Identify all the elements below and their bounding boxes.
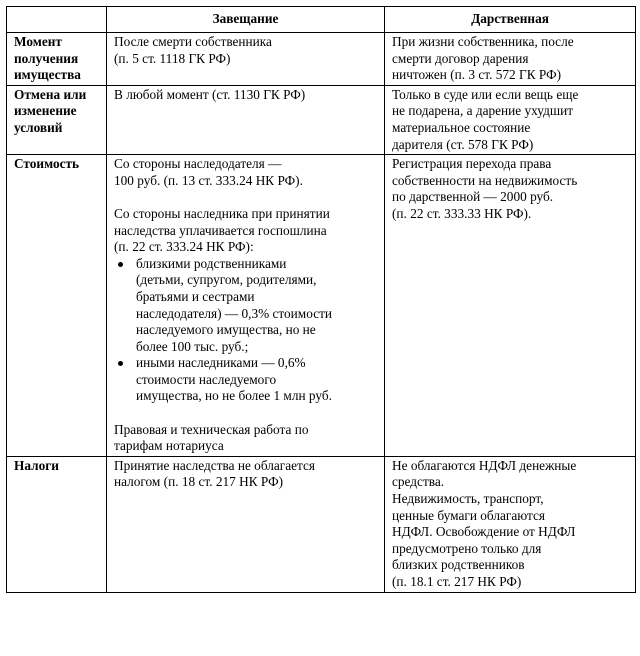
header-empty-cell xyxy=(7,7,107,33)
will-cell xyxy=(107,456,385,592)
bullet-item xyxy=(114,256,378,356)
text-line: близкими родственниками xyxy=(136,255,287,271)
bullet-icon xyxy=(118,262,123,267)
text-line: дарителя (ст. 578 ГК РФ) xyxy=(392,136,534,152)
text-line: иными наследниками — 0,6% xyxy=(136,355,306,371)
header-will: Завещание xyxy=(107,7,385,33)
text-line: ничтожен (п. 3 ст. 572 ГК РФ) xyxy=(392,67,562,83)
text-line: братьями и сестрами xyxy=(136,288,255,304)
row-label xyxy=(7,85,107,154)
text-line: (п. 18.1 ст. 217 НК РФ) xyxy=(392,574,522,589)
text-line: более 100 тыс. руб.; xyxy=(136,338,249,354)
bullet-item xyxy=(114,355,378,405)
row-label xyxy=(7,33,107,86)
text-line: 100 руб. (п. 13 ст. 333.24 НК РФ). xyxy=(114,172,303,188)
text-line: (п. 5 ст. 1118 ГК РФ) xyxy=(114,50,231,66)
paragraph-gap xyxy=(114,405,378,422)
text-line: налогом (п. 18 ст. 217 НК РФ) xyxy=(114,474,284,490)
text-line: имущества, но не более 1 млн руб. xyxy=(136,388,332,404)
text-line: по дарственной — 2000 руб. xyxy=(392,189,554,205)
gift-cell xyxy=(385,33,636,86)
will-cell xyxy=(107,85,385,154)
text-line: Только в суде или если вещь еще xyxy=(392,86,579,102)
text-line: наследуемого имущества, но не xyxy=(136,322,316,338)
text-line: Недвижимость, транспорт, xyxy=(392,491,544,507)
gift-cell xyxy=(385,456,636,592)
text-line: НДФЛ. Освобождение от НДФЛ xyxy=(392,524,576,540)
text-line: предусмотрено только для xyxy=(392,540,542,556)
will-cell xyxy=(107,155,385,457)
bullet-icon xyxy=(118,361,123,366)
gift-cell xyxy=(385,85,636,154)
text-line: ценные бумаги облагаются xyxy=(392,507,545,523)
header-row xyxy=(7,7,636,33)
header-gift: Дарственная xyxy=(385,7,636,33)
text-line: Со стороны наследника при принятии xyxy=(114,205,330,221)
label-line: Отмена или xyxy=(14,86,87,102)
text-line: наследства уплачивается госпошлина xyxy=(114,222,327,238)
text-line: Принятие наследства не облагается xyxy=(114,457,316,473)
text-line: Со стороны наследодателя — xyxy=(114,156,282,172)
comparison-table xyxy=(6,6,636,593)
table-row xyxy=(7,456,636,592)
text-line: (детьми, супругом, родителями, xyxy=(136,272,317,288)
text-line: стоимости наследуемого xyxy=(136,371,277,387)
text-line: не подарена, а дарение ухудшит xyxy=(392,103,574,119)
text-line: смерти договор дарения xyxy=(392,50,529,66)
paragraph-gap xyxy=(114,189,378,206)
label-line: Налоги xyxy=(14,457,59,473)
text-line: Не облагаются НДФЛ денежные xyxy=(392,457,577,473)
text-line: материальное состояние xyxy=(392,119,531,135)
table-row xyxy=(7,33,636,86)
label-line: Стоимость xyxy=(14,156,80,172)
table-row xyxy=(7,155,636,457)
text-line: (п. 22 ст. 333.24 НК РФ): xyxy=(114,239,254,255)
text-line: Регистрация перехода права xyxy=(392,156,552,172)
text-line: Правовая и техническая работа по xyxy=(114,421,309,437)
text-line: В любой момент (ст. 1130 ГК РФ) xyxy=(114,86,306,102)
label-line: изменение xyxy=(14,103,77,119)
text-line: близких родственников xyxy=(392,557,525,573)
text-line: средства. xyxy=(392,474,445,490)
row-label xyxy=(7,456,107,592)
label-line: получения xyxy=(14,50,79,66)
text-line: наследодателя) — 0,3% стоимости xyxy=(136,305,333,321)
label-line: Момент xyxy=(14,34,62,49)
label-line: имущества xyxy=(14,67,81,83)
text-line: собственности на недвижимость xyxy=(392,172,578,188)
bullet-list xyxy=(114,256,378,405)
table-row xyxy=(7,85,636,154)
text-line: тарифам нотариуса xyxy=(114,438,224,454)
text-line: После смерти собственника xyxy=(114,34,272,49)
row-label xyxy=(7,155,107,457)
gift-cell xyxy=(385,155,636,457)
will-cell xyxy=(107,33,385,86)
text-line: При жизни собственника, после xyxy=(392,34,574,49)
text-line: (п. 22 ст. 333.33 НК РФ). xyxy=(392,205,532,221)
label-line: условий xyxy=(14,119,63,135)
